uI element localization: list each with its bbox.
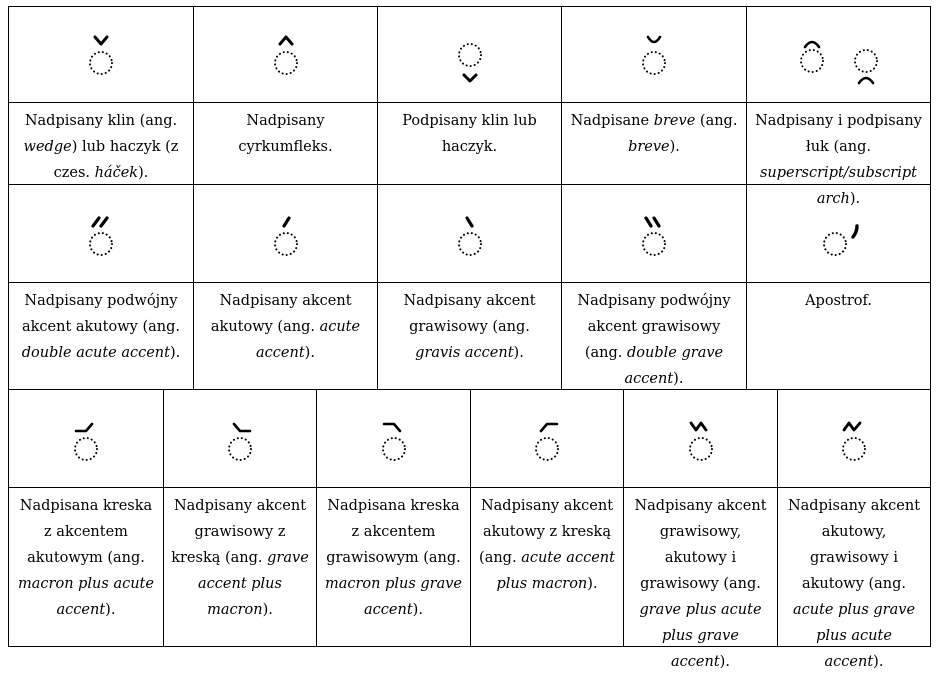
description-text: ).: [719, 654, 730, 670]
table-rule-vertical: [930, 184, 931, 390]
table-rule-vertical: [746, 6, 747, 185]
description-cell: [324, 488, 463, 646]
macron-grave-above-dotted-circle-icon: [364, 409, 424, 469]
caron-above-dotted-circle-icon: [71, 25, 131, 85]
table-rule-vertical: [561, 6, 562, 185]
table-rule-vertical: [316, 389, 317, 647]
table-rule-vertical: [623, 389, 624, 647]
description-text: ).: [873, 654, 884, 670]
english-term: superscript/subscript arch: [759, 165, 917, 207]
description-cell: [385, 283, 554, 389]
glyph-cell: [194, 185, 377, 282]
glyph-cell: [378, 7, 561, 102]
table-rule-vertical: [377, 6, 378, 185]
grave-acute-grave-above-dotted-circle-icon: [671, 409, 731, 469]
description-text: Nadpisany akcent akutowy (ang.: [210, 293, 352, 335]
glyph-cell: [9, 390, 163, 487]
description-cell: [171, 488, 309, 646]
description-text: ).: [138, 165, 149, 181]
table-rule-vertical: [8, 6, 9, 185]
description-text: ) lub haczyk (z czes.: [53, 139, 179, 181]
glyph-cell: [778, 390, 930, 487]
glyph-cell: [562, 7, 746, 102]
english-term: wedge: [23, 139, 72, 155]
description-text: Nadpisane: [570, 113, 654, 129]
description-text: (ang.: [695, 113, 738, 129]
table-rule-vertical: [470, 389, 471, 647]
arch-above-and-below-dotted-circle-icon: [794, 25, 884, 85]
glyph-cell: [747, 7, 930, 102]
table-rule-horizontal: [8, 102, 931, 103]
description-text: Nadpisany podwójny akcent grawisowy (ang.: [577, 293, 731, 361]
glyph-cell: [747, 185, 930, 282]
glyph-cell: [562, 185, 746, 282]
glyph-cell: [317, 390, 470, 487]
description-text: ).: [673, 371, 684, 387]
description-cell: [478, 488, 616, 646]
description-text: Nadpisany podwójny akcent akutowy (ang.: [22, 293, 180, 335]
table-rule-vertical: [777, 389, 778, 647]
caron-below-dotted-circle-icon: [440, 25, 500, 85]
english-term: macron plus grave accent: [324, 576, 463, 618]
english-term: breve: [628, 139, 670, 155]
description-text: Nadpisany akcent akutowy, grawisowy i akutowy (ang.: [787, 498, 921, 592]
description-cell: [569, 103, 739, 184]
table-rule-horizontal: [8, 282, 931, 283]
description-text: ).: [105, 602, 116, 618]
description-cell: [201, 103, 370, 184]
description-cell: [16, 488, 156, 646]
table-rule-vertical: [930, 389, 931, 647]
glyph-cell: [624, 390, 777, 487]
glyph-cell: [471, 390, 623, 487]
table-rule-vertical: [8, 184, 9, 390]
description-text: Podpisany klin lub haczyk.: [402, 113, 537, 155]
acute-above-dotted-circle-icon: [256, 204, 316, 264]
description-text: Nadpisany akcent grawisowy z kreską (ang.: [171, 498, 307, 566]
description-cell: [16, 103, 186, 184]
description-text: ).: [513, 345, 524, 361]
table-rule-vertical: [193, 6, 194, 185]
description-text: Nadpisany i podpisany łuk (ang.: [755, 113, 922, 155]
description-text: ).: [304, 345, 315, 361]
glyph-cell: [378, 185, 561, 282]
english-term: grave plus acute plus grave accent: [639, 602, 762, 670]
english-term: breve: [653, 113, 696, 129]
description-text: Nadpisana kreska z akcentem grawisowym (ang.: [326, 498, 461, 566]
description-cell: [16, 283, 186, 389]
glyph-cell: [164, 390, 316, 487]
description-cell: [754, 103, 923, 207]
english-term: acute plus grave plus acute accent: [792, 602, 916, 670]
english-term: acute accent plus macron: [496, 550, 615, 592]
circumflex-above-dotted-circle-icon: [256, 25, 316, 85]
english-term: grave accent plus macron: [198, 550, 309, 618]
description-cell: [569, 283, 739, 389]
description-text: Nadpisany akcent grawisowy (ang.: [403, 293, 536, 335]
description-text: Nadpisany akcent grawisowy, akutowy i grawisowy (ang.: [634, 498, 767, 592]
grave-above-dotted-circle-icon: [440, 204, 500, 264]
english-term: double acute accent: [21, 345, 170, 361]
acute-macron-above-dotted-circle-icon: [517, 409, 577, 469]
description-text: Apostrof.: [805, 293, 872, 309]
apostrophe-dotted-circle-icon: [809, 204, 869, 264]
english-term: gravis accent: [415, 345, 514, 361]
table-rule-vertical: [377, 184, 378, 390]
description-cell: [785, 488, 923, 670]
table-rule-vertical: [561, 184, 562, 390]
table-rule-vertical: [163, 389, 164, 647]
english-term: double grave accent: [624, 345, 724, 387]
breve-above-dotted-circle-icon: [624, 25, 684, 85]
description-text: Nadpisany klin (ang.: [24, 113, 178, 129]
english-term: háček: [94, 165, 139, 181]
description-text: ).: [669, 139, 680, 155]
table-rule-vertical: [930, 6, 931, 185]
table-rule-vertical: [193, 184, 194, 390]
description-text: ).: [849, 191, 861, 207]
description-text: ).: [262, 602, 273, 618]
acute-grave-acute-above-dotted-circle-icon: [824, 409, 884, 469]
description-text: ).: [169, 345, 181, 361]
table-rule-vertical: [8, 389, 9, 647]
glyph-cell: [9, 185, 193, 282]
macron-acute-above-dotted-circle-icon: [56, 409, 116, 469]
english-term: acute accent: [256, 319, 361, 361]
description-text: ).: [587, 576, 598, 592]
description-text: Nadpisana kreska z akcentem akutowym (ang.: [19, 498, 153, 566]
description-text: Nadpisany akcent akutowy z kreską (ang.: [479, 498, 614, 566]
glyph-cell: [194, 7, 377, 102]
double-acute-above-dotted-circle-icon: [71, 204, 131, 264]
double-grave-above-dotted-circle-icon: [624, 204, 684, 264]
grave-macron-above-dotted-circle-icon: [210, 409, 270, 469]
english-term: macron plus acute accent: [18, 576, 154, 618]
table-rule-vertical: [746, 184, 747, 390]
glyph-cell: [9, 7, 193, 102]
description-cell: [385, 103, 554, 184]
description-cell: [201, 283, 370, 389]
description-text: Nadpisany cyrkumfleks.: [238, 113, 333, 155]
description-text: ).: [412, 602, 423, 618]
description-cell: [631, 488, 770, 670]
description-cell: [754, 283, 923, 389]
